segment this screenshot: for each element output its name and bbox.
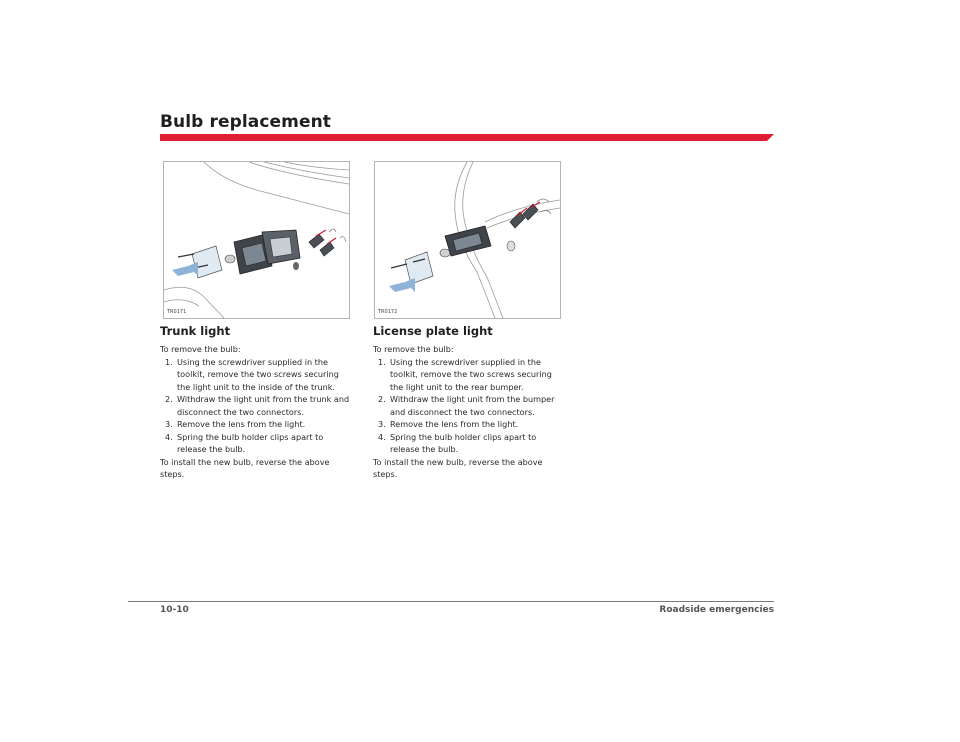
license-plate-light-illustration xyxy=(375,162,560,318)
step-item xyxy=(373,418,565,431)
step-number: 4. xyxy=(378,431,386,442)
page-number: 10-10 xyxy=(160,605,189,615)
step-number: 2. xyxy=(165,394,173,404)
step-number: 1. xyxy=(165,356,173,367)
step-number: 4. xyxy=(165,431,173,442)
step-text: Using the screwdriver supplied in the toolkit, remove the two screws securing the light unit to the rear bumper. xyxy=(390,356,552,392)
license-plate-light-section xyxy=(373,324,565,481)
step-list xyxy=(160,356,352,456)
step-text: Remove the lens from the light. xyxy=(177,419,306,429)
step-text: Withdraw the light unit from the bumper and disconnect the two connectors. xyxy=(390,394,555,417)
step-text: Remove the lens from the light. xyxy=(390,419,519,429)
section-heading: License plate light xyxy=(373,324,493,338)
license-plate-light-figure xyxy=(374,161,561,319)
step-text: Using the screwdriver supplied in the toolkit, remove the two screws securing the light unit to the inside of the trunk. xyxy=(177,356,339,392)
section-intro: To remove the bulb: xyxy=(160,344,241,354)
figure-id: TR0172 xyxy=(378,309,398,315)
step-item xyxy=(373,356,565,394)
trunk-light-section xyxy=(160,324,352,481)
step-item xyxy=(160,431,352,456)
step-number: 3. xyxy=(378,419,386,429)
step-list xyxy=(373,356,565,456)
step-item xyxy=(160,356,352,394)
step-item xyxy=(373,393,565,418)
footer-section-name: Roadside emergencies xyxy=(659,605,774,615)
section-intro: To remove the bulb: xyxy=(373,344,454,354)
section-heading: Trunk light xyxy=(160,324,231,338)
step-item xyxy=(160,418,352,431)
step-text: Spring the bulb holder clips apart to release the bulb. xyxy=(177,431,324,454)
step-item xyxy=(160,393,352,418)
step-text: Withdraw the light unit from the trunk and disconnect the two connectors. xyxy=(177,394,350,417)
page-title: Bulb replacement xyxy=(160,112,332,132)
trunk-light-illustration xyxy=(164,162,349,318)
step-text: Spring the bulb holder clips apart to release the bulb. xyxy=(390,431,537,454)
step-number: 3. xyxy=(165,419,173,429)
trunk-light-figure xyxy=(163,161,350,319)
title-rule xyxy=(160,134,774,141)
step-number: 1. xyxy=(378,356,386,367)
footer-rule xyxy=(128,601,774,602)
figure-id: TR0171 xyxy=(167,309,187,315)
section-outro: To install the new bulb, reverse the above steps. xyxy=(373,456,543,479)
step-number: 2. xyxy=(378,394,386,404)
section-outro: To install the new bulb, reverse the above steps. xyxy=(160,456,330,479)
step-item xyxy=(373,431,565,456)
